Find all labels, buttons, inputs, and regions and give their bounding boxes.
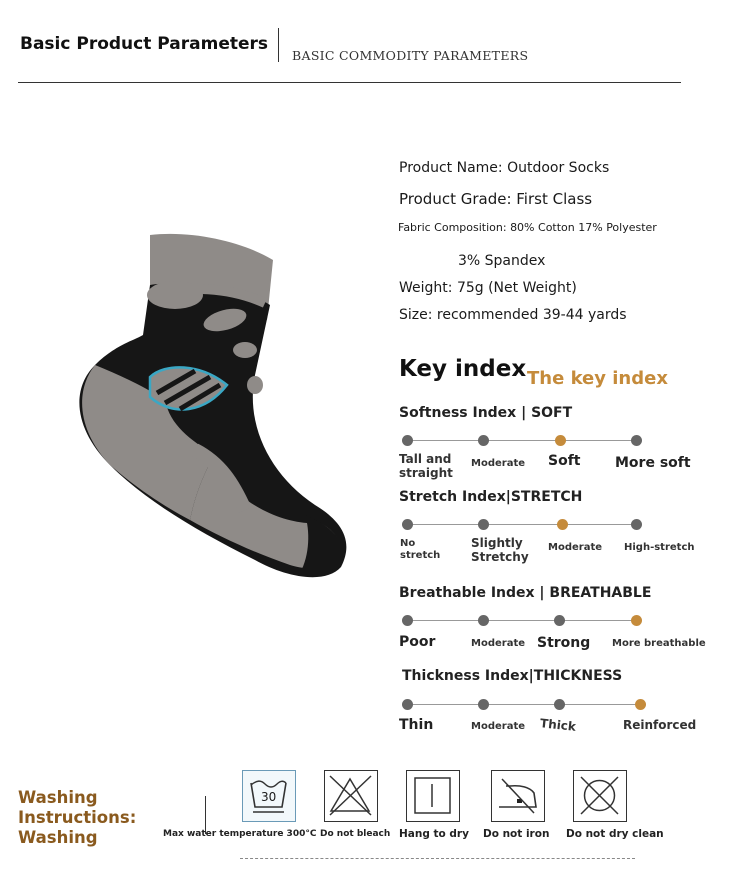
header-divider [278,28,279,62]
softness-dot-3-selected [555,435,566,446]
washing-title [18,788,136,848]
breathable-dot-2 [478,615,489,626]
stretch-dot-2 [478,519,489,530]
breathable-label-2: Moderate [471,638,526,649]
param-size: Size: recommended 39-44 yards [399,307,627,323]
sock-image [55,225,355,585]
washing-title-line2: Instructions: [18,808,137,827]
softness-label-1: Tall and straight [399,452,453,480]
thickness-label-4: Reinforced [623,718,697,732]
stretch-index-title: Stretch Index|STRETCH [399,489,583,505]
wash-label-1: Max water temperature 300°C [163,829,317,839]
page-title: Basic Product Parameters [20,34,269,54]
stretch-label-4: High-stretch [624,542,695,553]
breathable-label-1: Poor [399,634,436,650]
breathable-dot-4-selected [631,615,642,626]
breathable-label-4: More breathable [612,638,706,649]
footer-dashed-line [240,858,635,859]
stretch-label-2: Slightly Stretchy [471,536,529,564]
breathable-scale-line [408,620,638,621]
hang-dry-icon [406,770,460,822]
thickness-label-2: Moderate [471,721,526,732]
washing-title-line3: Washing [18,828,98,847]
param-weight: Weight: 75g (Net Weight) [399,280,577,296]
thickness-label-1: Thin [399,717,434,733]
key-index-title: Key index [399,356,527,382]
softness-dot-1 [402,435,413,446]
param-fabric-line1: Fabric Composition: 80% Cotton 17% Polyester [398,221,657,234]
thickness-index-title: Thickness Index|THICKNESS [402,668,623,684]
washing-title-line1: Washing [18,788,98,807]
stretch-scale-line [408,524,638,525]
page-subtitle: BASIC COMMODITY PARAMETERS [292,48,529,63]
wash-temp-value: 30 [261,790,277,804]
softness-scale-line [408,440,638,441]
softness-index-title: Softness Index | SOFT [399,405,573,421]
breathable-index-title: Breathable Index | BREATHABLE [399,585,652,601]
breathable-label-3: Strong [537,635,591,651]
thickness-dot-1 [402,699,413,710]
wash-label-4: Do not iron [483,828,550,840]
thickness-dot-4-selected [635,699,646,710]
softness-dot-4 [631,435,642,446]
thickness-dot-2 [478,699,489,710]
stretch-dot-1 [402,519,413,530]
no-iron-icon [491,770,545,822]
header-rule [18,82,681,83]
stretch-label-3: Moderate [548,542,603,553]
param-product-name: Product Name: Outdoor Socks [399,160,610,176]
softness-label-4: More soft [615,455,691,471]
softness-label-2: Moderate [471,458,526,469]
wash-label-5: Do not dry clean [566,828,664,840]
key-index-subtitle: The key index [527,368,668,389]
param-fabric-line2: 3% Spandex [458,253,546,269]
thickness-scale-line [408,704,640,705]
wash-label-2: Do not bleach [320,829,391,839]
thickness-dot-3 [554,699,565,710]
wash-label-3: Hang to dry [399,828,469,840]
breathable-dot-1 [402,615,413,626]
softness-label-3: Soft [548,453,581,469]
param-product-grade: Product Grade: First Class [399,190,593,208]
stretch-dot-3-selected [557,519,568,530]
stretch-dot-4 [631,519,642,530]
softness-dot-2 [478,435,489,446]
breathable-dot-3 [554,615,565,626]
no-bleach-icon [324,770,378,822]
thickness-label-3: Thick [539,716,577,734]
stretch-label-1: No stretch [400,538,441,561]
no-dry-clean-icon [573,770,627,822]
